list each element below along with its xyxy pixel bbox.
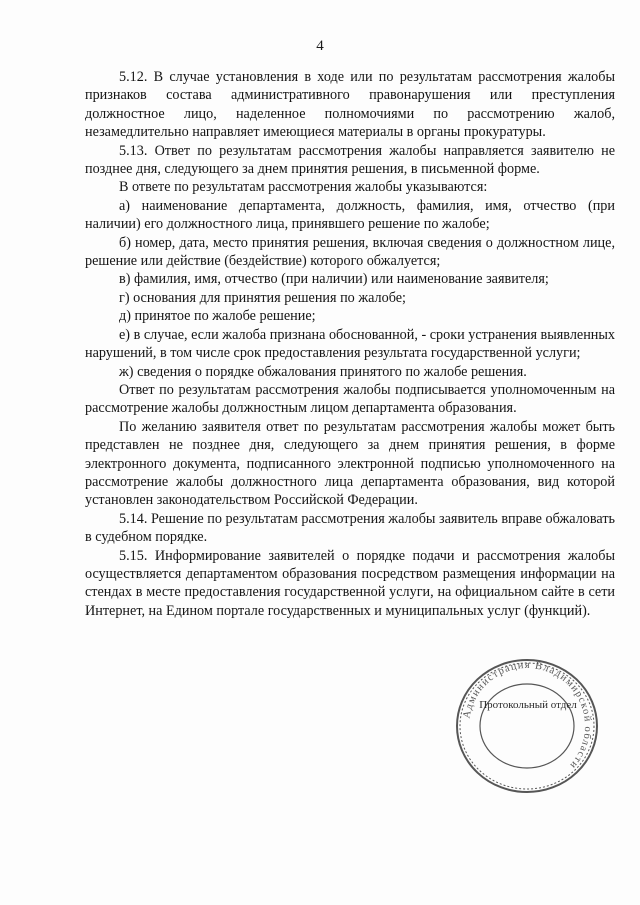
- stamp-center-text: Протокольный отдел: [479, 699, 577, 711]
- paragraph-signature: Ответ по результатам рассмотрения жалобы подписывается уполномоченным на рассмотрение жалобы должностным лицом департамента образования.: [85, 381, 615, 417]
- document-body: [85, 68, 615, 620]
- list-item-e: е) в случае, если жалоба признана обоснованной, - сроки устранения выявленных нарушений, в том числе срок предоставления результата государственной услуги;: [85, 326, 616, 362]
- paragraph-5-15: 5.15. Информирование заявителей о порядке подачи и рассмотрения жалобы осуществляется департаментом образования посредством размещения информации на стендах в месте предоставления государственной услуги, на официальном сайте в сети Интернет, на Едином портале государственных и муниципальных услуг (функций).: [85, 547, 615, 619]
- stamp-ring-text: Администрация Владимирской области: [461, 659, 594, 772]
- paragraph-5-12: 5.12. В случае установления в ходе или по результатам рассмотрения жалобы признаков состава административного правонарушения или преступления должностное лицо, наделенное полномочиями по рассмотрению жалоб, незамедлительно направляет имеющиеся материалы в органы прокуратуры.: [85, 69, 615, 141]
- page-number: 4: [316, 38, 324, 54]
- paragraph-5-13: 5.13. Ответ по результатам рассмотрения жалобы направляется заявителю не позднее дня, следующего за днем принятия решения, в письменной форме.: [85, 142, 615, 178]
- paragraph-answer-contents: В ответе по результатам рассмотрения жалобы указываются:: [119, 179, 488, 196]
- list-item-g: г) основания для принятия решения по жалобе;: [119, 289, 406, 306]
- list-item-d: д) принятое по жалобе решение;: [119, 308, 316, 325]
- list-item-b: б) номер, дата, место принятия решения, включая сведения о должностном лице, решение или действие (бездействие) которого обжалуется;: [85, 234, 615, 270]
- list-item-a: а) наименование департамента, должность, фамилия, имя, отчество (при наличии) его должностного лица, принявшего решение по жалобе;: [85, 197, 615, 233]
- list-item-zh: ж) сведения о порядке обжалования принятого по жалобе решения.: [119, 363, 527, 380]
- official-stamp: [452, 656, 602, 796]
- paragraph-electronic-answer: По желанию заявителя ответ по результатам рассмотрения жалобы может быть представлен не позднее дня, следующего за днем принятия решения, в форме электронного документа, подписанного электронной подписью уполномоченного на рассмотрение жалобы должностного лица департамента образования, вид которой установлен законодательством Российской Федерации.: [85, 418, 615, 509]
- paragraph-5-14: 5.14. Решение по результатам рассмотрения жалобы заявитель вправе обжаловать в судебном порядке.: [85, 510, 615, 546]
- list-item-v: в) фамилия, имя, отчество (при наличии) или наименование заявителя;: [119, 271, 549, 288]
